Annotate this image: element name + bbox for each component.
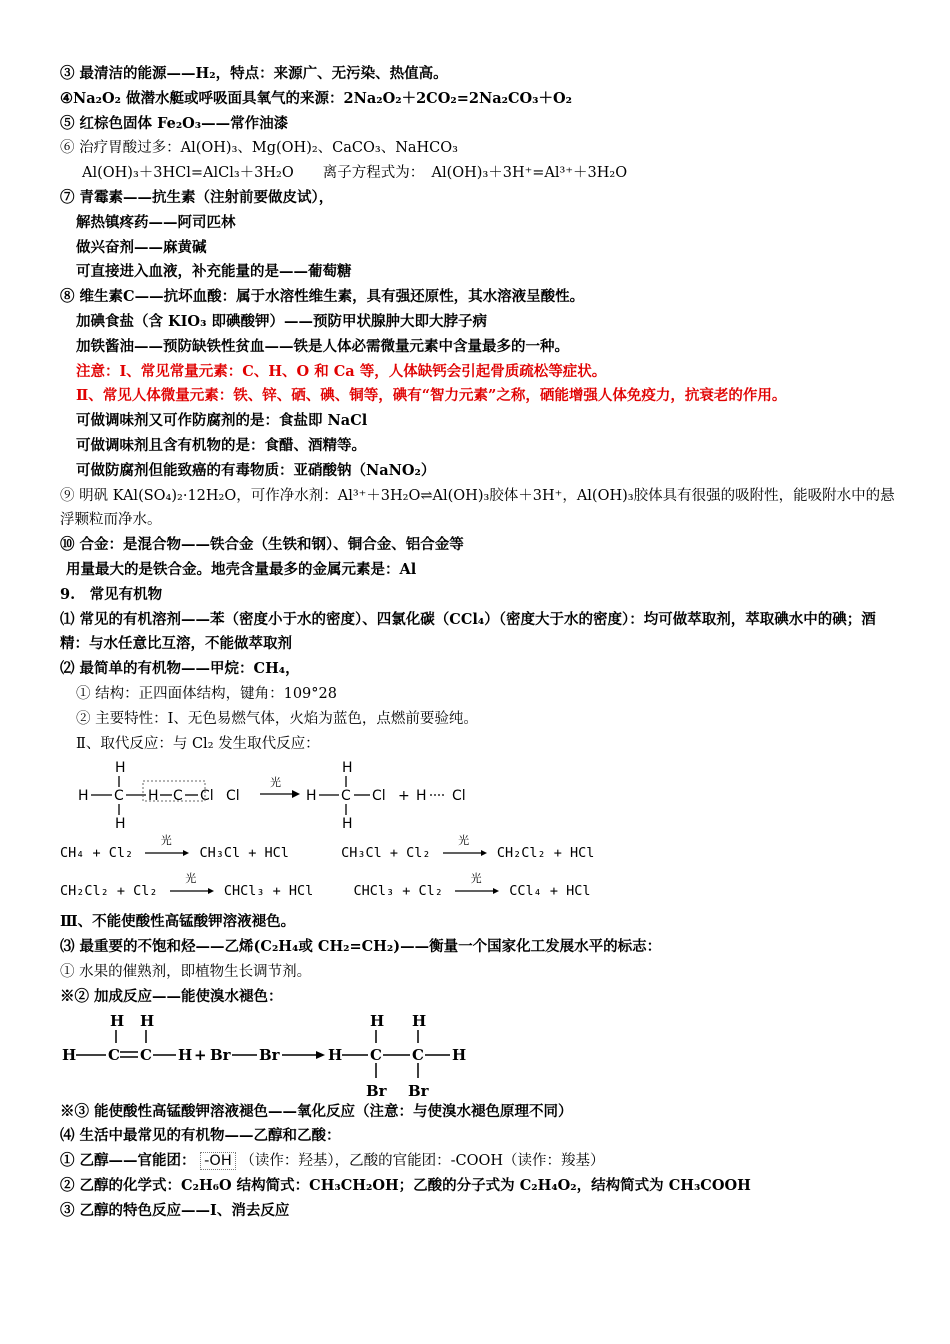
document-page xyxy=(60,62,900,1223)
line-ripening: ① 水果的催熟剂，即植物生长调节剂。 xyxy=(60,963,312,980)
line-antacid-equation: Al(OH)₃＋3HCl=AlCl₃＋3H₂O 离子方程式为： Al(OH)₃＋3H⁺=Al³⁺＋3H₂O xyxy=(82,165,628,182)
atom-c: C xyxy=(114,788,124,805)
eq1-arrow xyxy=(141,834,191,857)
prod-br2: Br xyxy=(408,1081,429,1100)
line-addition: ※② 加成反应——能使溴水褪色： xyxy=(60,987,283,1005)
eq1-light: 光 xyxy=(160,834,172,848)
line-ethanol-acetic: ⑷ 生活中最常见的有机物——乙醇和乙酸： xyxy=(60,1127,341,1145)
line-seasoning-organic: 可做调味剂且含有机物的是：食醋、酒精等。 xyxy=(76,436,366,454)
eq3-light: 光 xyxy=(185,872,197,886)
atom-h-bottom: H xyxy=(115,816,126,833)
equation-row-1 xyxy=(60,834,900,872)
product-h-top: H xyxy=(342,760,353,777)
product-h-left: H xyxy=(306,788,317,805)
eth-h3: H xyxy=(62,1045,77,1064)
eq3-arrow xyxy=(166,872,216,895)
hydroxyl-group-image: -OH xyxy=(200,1152,236,1170)
line-nitrite: 可做防腐剂但能致癌的有毒物质：亚硝酸钠（NaNO₂） xyxy=(76,461,436,479)
light-label: 光 xyxy=(270,776,281,790)
section-heading-organics: 9. 常见有机物 xyxy=(60,585,163,603)
line-alum: ⑨ 明矾 KAl(SO₄)₂·12H₂O，可作净水剂：Al³⁺＋3H₂O⇌Al(OH)₃胶体＋3H⁺，Al(OH)₃胶体具有很强的吸附性，能吸附水中的悬浮颗粒而净水。 xyxy=(60,487,895,529)
br-2: Br xyxy=(259,1045,280,1064)
product-h-bottom: H xyxy=(342,816,353,833)
line-penicillin: ⑦ 青霉素——抗生素（注射前要做皮试）， xyxy=(60,188,334,206)
ethylene-bromination-svg xyxy=(60,1010,480,1100)
eth-h4: H xyxy=(178,1045,193,1064)
equation-row-2 xyxy=(60,872,900,910)
line-methane: ⑵ 最简单的有机物——甲烷：CH₄， xyxy=(60,660,300,678)
eq3-products: CHCl₃ + HCl xyxy=(223,883,314,900)
eq4-arrow xyxy=(451,872,501,895)
plus-sign: + xyxy=(398,788,410,805)
line-no-kmno4: Ⅲ、不能使酸性高锰酸钾溶液褪色。 xyxy=(60,913,296,931)
line-methane-structure: ① 结构：正四面体结构，键角：109°28 xyxy=(76,685,337,702)
addition-structure-diagram xyxy=(60,1010,900,1100)
line-seasoning-preservative: 可做调味剂又可作防腐剂的是：食盐即 NaCl xyxy=(76,412,368,430)
line-glucose: 可直接进入血液，补充能量的是——葡萄糖 xyxy=(76,263,352,281)
eq1-products: CH₃Cl + HCl xyxy=(199,845,289,862)
eth-h2: H xyxy=(140,1011,155,1030)
prod-h-top2: H xyxy=(412,1011,427,1030)
functional-groups-desc: （读作：羟基），乙酸的官能团：-COOH（读作：羧基） xyxy=(240,1153,605,1170)
line-functional-groups xyxy=(60,1149,900,1174)
plus-1: + xyxy=(194,1045,207,1064)
prod-br1: Br xyxy=(366,1081,387,1100)
line-organic-solvents: ⑴ 常见的有机溶剂——苯（密度小于水的密度）、四氯化碳（CCl₄）（密度大于水的密度）：均可做萃取剂，萃取碘水中的碘；酒精：与水任意比互溶，不能做萃取剂 xyxy=(60,610,876,653)
line-alloy: ⑩ 合金：是混合物——铁合金（生铁和钢）、铜合金、铝合金等 xyxy=(60,536,464,554)
eq2-products: CH₂Cl₂ + HCl xyxy=(496,845,595,862)
prod-c2: C xyxy=(412,1045,424,1064)
eq2-reactants: CH₃Cl + Cl₂ xyxy=(341,845,431,862)
atom-h-top: H xyxy=(115,760,126,777)
eq4-light: 光 xyxy=(470,872,482,886)
line-alloy-usage: 用量最大的是铁合金。地壳含量最多的金属元素是：Al xyxy=(66,560,417,578)
prod-c1: C xyxy=(370,1045,382,1064)
atom-h-left: H xyxy=(78,788,89,805)
line-clean-energy: ③ 最清洁的能源——H₂，特点：来源广、无污染、热值高。 xyxy=(60,65,448,82)
eq4-reactants: CHCl₃ + Cl₂ xyxy=(353,883,443,900)
line-note-trace: Ⅱ、常见人体微量元素：铁、锌、硒、碘、铜等，碘有“智力元素”之称，硒能增强人体免疫力，抗衰老的作用。 xyxy=(76,387,787,405)
eq1-reactants: CH₄ + Cl₂ xyxy=(60,845,134,862)
substitution-structure-diagram xyxy=(60,756,900,834)
line-note-macro: 注意：Ⅰ、常见常量元素：C、H、O 和 Ca 等，人体缺钙会引起骨质疏松等症状。 xyxy=(76,362,607,380)
line-ethanol-reaction: ③ 乙醇的特色反应——Ⅰ、消去反应 xyxy=(60,1201,290,1219)
line-iron-soy: 加铁酱油——预防缺铁性贫血——铁是人体必需微量元素中含量最多的一种。 xyxy=(76,337,569,355)
eq2-arrow xyxy=(439,834,489,857)
line-oxidation: ※③ 能使酸性高锰酸钾溶液褪色——氧化反应（注意：与使溴水褪色原理不同） xyxy=(60,1102,573,1120)
line-substitution-heading: Ⅱ、取代反应：与 Cl₂ 发生取代反应： xyxy=(76,735,320,752)
line-na2o2: ④Na₂O₂ 做潜水艇或呼吸面具氧气的来源：2Na₂O₂＋2CO₂=2Na₂CO₃＋O₂ xyxy=(60,89,572,107)
eth-h1: H xyxy=(110,1011,125,1030)
svg-text:C: C xyxy=(173,788,183,805)
line-methane-property: ② 主要特性：Ⅰ、无色易燃气体，火焰为蓝色，点燃前要验纯。 xyxy=(76,710,478,727)
product-hcl-cl: Cl xyxy=(452,788,466,805)
line-iodized-salt: 加碘食盐（含 KIO₃ 即碘酸钾）——预防甲状腺肿大即大脖子病 xyxy=(76,312,487,330)
prod-h-left: H xyxy=(328,1045,343,1064)
line-ethylene: ⑶ 最重要的不饱和烃——乙烯(C₂H₄或 CH₂=CH₂)——衡量一个国家化工发展水平的标志： xyxy=(60,938,662,956)
product-h: H xyxy=(416,788,427,805)
methane-substitution-svg xyxy=(60,756,480,834)
eq4-products: CCl₄ + HCl xyxy=(509,883,591,900)
eth-c2: C xyxy=(140,1045,152,1064)
prod-h-right: H xyxy=(452,1045,467,1064)
line-fe2o3: ⑤ 红棕色固体 Fe₂O₃——常作油漆 xyxy=(60,114,289,132)
br-1: Br xyxy=(210,1045,231,1064)
atom-h-substituted: H xyxy=(148,788,159,805)
eq2-light: 光 xyxy=(458,834,470,848)
prod-h-top1: H xyxy=(370,1011,385,1030)
atom-cl-1: Cl xyxy=(200,788,214,805)
line-aspirin: 解热镇疼药——阿司匹林 xyxy=(76,213,236,231)
atom-cl-2: Cl xyxy=(226,788,240,805)
product-c: C xyxy=(341,788,351,805)
product-cl: Cl xyxy=(372,788,386,805)
eq3-reactants: CH₂Cl₂ + Cl₂ xyxy=(60,883,158,900)
ethanol-fg-label: ① 乙醇——官能团： xyxy=(60,1152,196,1170)
eth-c1: C xyxy=(108,1045,120,1064)
line-ephedrine: 做兴奋剂——麻黄碱 xyxy=(76,238,207,256)
line-vitamin-c: ⑧ 维生素C——抗坏血酸：属于水溶性维生素，具有强还原性，其水溶液呈酸性。 xyxy=(60,288,585,306)
line-antacid: ⑥ 治疗胃酸过多：Al(OH)₃、Mg(OH)₂、CaCO₃、NaHCO₃ xyxy=(60,140,458,157)
line-ethanol-formula: ② 乙醇的化学式：C₂H₆O 结构简式：CH₃CH₂OH；乙酸的分子式为 C₂H₄O₂，结构简式为 CH₃COOH xyxy=(60,1176,751,1194)
